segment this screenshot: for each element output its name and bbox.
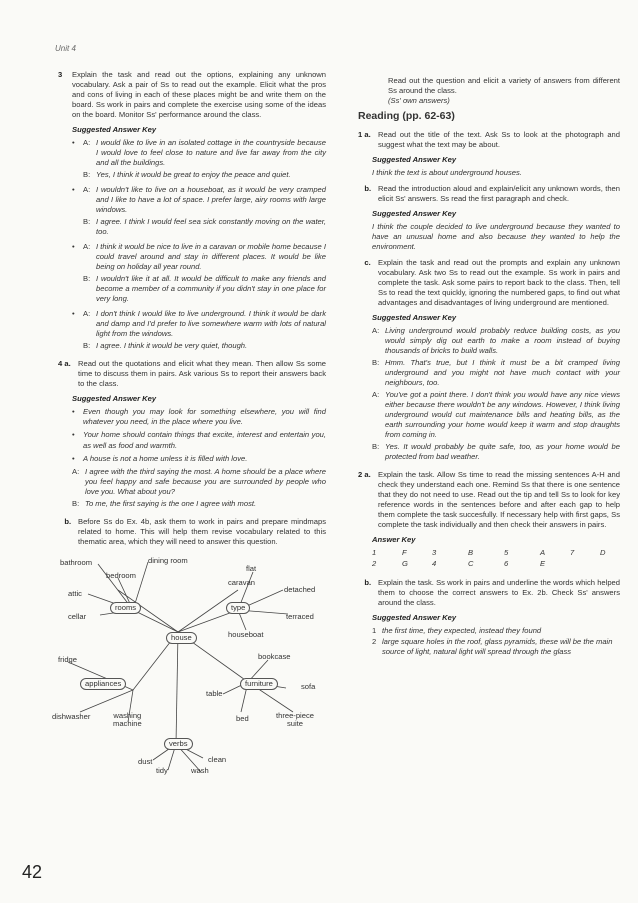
answer-text: I think the couple decided to live underground because they wanted to have an unusual home and also because they wanted to help the environment. (372, 222, 620, 252)
item-text: Before Ss do Ex. 4b, ask them to work in pairs and prepare mindmaps related to home. This will help them revise vocabulary related to this thematic area, which they will need to answer this question. (78, 516, 326, 546)
dialog-line: B: Hmm. That's true, but I think it must be a bit cramped living underground and you might not have much contact with your neighbours, too. (372, 358, 620, 388)
quote-bullet: • A house is not a home unless it is filled with love. (72, 453, 248, 463)
dialog-line: B: Yes. It would probably be quite safe, too, as your home would be protected from bad weather. (372, 442, 620, 462)
answer-key-heading: Suggested Answer Key (372, 154, 457, 164)
mindmap-appliances: appliances (80, 678, 126, 690)
mindmap-bottom-row (58, 766, 326, 780)
item-letter: b. (64, 516, 72, 526)
answer-key-heading: Suggested Answer Key (72, 394, 157, 404)
mindmap-clean: clean (208, 754, 227, 764)
dialog-line: I think it would be nice to live in a caravan or mobile home because I could travel around and stay in different places. It would be like being on holiday all year round. (96, 242, 326, 272)
dialog-line: Yes, I think it would be great to enjoy the peace and quiet. (96, 170, 291, 180)
mindmap-washing-machine: washing machine (113, 710, 142, 729)
mindmap-tidy: tidy (156, 765, 168, 775)
mindmap-bedroom: bedroom (106, 570, 136, 580)
mindmap-caravan: caravan (228, 577, 256, 587)
answer-key-heading: Suggested Answer Key (372, 612, 457, 622)
item-3 (58, 70, 326, 120)
quote-bullet: • Your home should contain things that excite, interest and entertain you, as well as food and warmth. (72, 430, 326, 450)
mindmap-house: house (166, 632, 197, 644)
dialog-b: B: To me, the first saying is the one I agree with most. (72, 498, 257, 508)
item-letter: b. (364, 183, 372, 193)
mindmap-verbs: verbs (164, 738, 193, 750)
dialog-line: I wouldn't like it at all. It would be difficult to make any friends and become a member of a community if you didn't stay in one place for very long. (96, 274, 326, 304)
mindmap-table: table (206, 688, 223, 698)
mindmap-rooms: rooms (110, 602, 141, 614)
dialog-bullet: • A: I don't think I would like to live underground. I think it would be dark and damp and I'd prefer to live somewhere warm with lots of natural light from the windows. B: I agree. I think it would be very quiet, though. (72, 309, 326, 351)
answer-key-heading: Suggested Answer Key (72, 125, 157, 135)
dialog-a: A: I agree with the third saying the most. A home should be a place where you feel happy and safe because you are surrounded by people who love you. What about you? (72, 466, 326, 496)
answer-line: 1 the first time, they expected, instead they found (372, 625, 542, 635)
answer-key-heading: Suggested Answer Key (372, 313, 457, 323)
item-2b: b. Explain the task. Ss work in pairs and underline the words which helped them to choose the correct answers to Ex. 2b. Check Ss' answers around the class. (358, 578, 620, 608)
home-mindmap (52, 552, 328, 772)
mindmap-cellar: cellar (68, 611, 87, 621)
mindmap-type: type (226, 602, 250, 614)
section-heading: Reading (pp. 62-63) (358, 110, 455, 123)
mindmap-dishwasher: dishwasher (52, 711, 91, 721)
item-number: 3 (58, 70, 63, 79)
item-1c: c. Explain the task and read out the prompts and explain any unknown vocabulary. Ask two Ss to read out the example. Ss work in pairs and complete the task. Ask some pairs to report back to the class. Then, tell Ss to read the text quickly, ignoring the numbered gaps, to find out what advantages and disadvantages of living underground are mentioned. (358, 258, 620, 308)
answer-text: I think the text is about underground houses. (372, 167, 522, 177)
answer-key-heading: Suggested Answer Key (372, 209, 457, 218)
dialog-line: A: Living underground would probably reduce building costs, as you would simply dig out earth to make a room instead of buying thousands of bricks to build walls. (372, 326, 620, 356)
item-text: Read out the quotations and elicit what they mean. Then allow Ss some time to discuss them in pairs. Ask various Ss to report their answers back to the class. (78, 359, 326, 389)
item-1a: 1 a. Read out the title of the text. Ask Ss to look at the photograph and suggest what the text may be about. (358, 129, 620, 149)
item-1b: b. Read the introduction aloud and explain/elicit any unknown words, then elicit Ss' answers. Ss read the first paragraph and check. (358, 184, 620, 204)
item-letter: b. (364, 577, 372, 587)
mindmap-wash: wash (191, 765, 209, 775)
mindmap-fridge: fridge (58, 654, 77, 664)
item-number: 4 a. (58, 359, 71, 369)
mindmap-dust: dust (138, 756, 153, 766)
mindmap-sofa: sofa (301, 681, 316, 691)
dialog-bullet: • A: I would like to live in an isolated cottage in the countryside because I would love to feel close to nature and live far away from the city and all the buildings. B: Yes, I think it would be great to enjoy the peace and quiet. (72, 138, 326, 180)
item-2a: 2 a. Explain the task. Allow Ss time to read the missing sentences A-H and check they understand each one. Remind Ss that there is one sentence that they do not need to use. Read out the tip and tell Ss to look for key reference words in the sentences before and after each gap to help them complete the task succesfully. If necessary help with first gaps, Ss complete the task individually and then check their answers in pairs. (358, 470, 620, 530)
answer-key-heading: Answer Key (372, 535, 416, 545)
quote-bullet: • Even though you may look for something elsewhere, you will find whatever you need, in the place where you live. (72, 407, 326, 427)
intro-text: Read out the question and elicit a variety of answers from different Ss around the class. (388, 76, 620, 96)
item-number: 2 a. (358, 470, 371, 480)
dialog-line: I wouldn't like to live on a houseboat, as it would be very cramped and I like to have a lot of space. I prefer large, airy rooms with large windows. (96, 185, 326, 215)
mindmap-detached: detached (284, 584, 316, 594)
dialog-line: I would like to live in an isolated cottage in the countryside because I would love to feel close to nature and live far away from the city and all the buildings. (96, 138, 326, 168)
page-number: 42 (22, 862, 43, 882)
answer-grid: 1 F 3 B 5 A 7 D 2 G 4 C 6 E (372, 548, 606, 569)
answer-line: 2 large square holes in the roof, glass pyramids, these will be the main source of light, natural light will spread through the glass (372, 636, 613, 656)
mindmap-furniture: furniture (240, 678, 278, 690)
dialog-bullet: • A: I wouldn't like to live on a houseboat, as it would be very cramped and I like to have a lot of space. I prefer large, airy rooms with large windows. B: I agree. I think I would feel sea sick constantly moving on the water, too. (72, 185, 326, 237)
intro-answer: (Ss' own answers) (388, 96, 450, 106)
dialog-line: I agree. I think I would feel sea sick constantly moving on the water, too. (96, 217, 326, 237)
right-column (358, 76, 620, 658)
dialog-line: A: You've got a point there. I don't think you would have any nice views either because there wouldn't be any windows. However, I think living underground would cut maintenance bills and heating bills, as the earth surrounding your home would keep it warm and stop draughts from coming in. (372, 390, 620, 440)
item-4b (58, 517, 326, 547)
mindmap-three-piece-suite: three-piece suite (276, 710, 314, 729)
dialog-line: I agree. I think it would be very quiet, though. (96, 341, 248, 351)
dialog-bullet: • A: I think it would be nice to live in a caravan or mobile home because I could travel around and stay in different places. It would be like being on holiday all year round. B: I wouldn't like it at all. It would be difficult to make any friends and become a member of a community if you didn't stay in one place for very long. (72, 242, 326, 304)
mindmap-houseboat: houseboat (228, 629, 264, 639)
mindmap-attic: attic (68, 588, 82, 598)
mindmap-dining-room: dining room (148, 555, 188, 565)
left-column (52, 70, 326, 780)
dialog-line: I don't think I would like to live underground. I think it would be dark and damp and I'd prefer to live somewhere warm with lots of natural light from the windows. (96, 309, 326, 339)
mindmap-bookcase: bookcase (258, 651, 291, 661)
item-letter: c. (364, 258, 371, 268)
mindmap-bed: bed (236, 713, 249, 723)
unit-header: Unit 4 (55, 44, 76, 53)
item-number: 1 a. (358, 129, 371, 139)
item-text: Explain the task and read out the options, explaining any unknown vocabulary. Ask a pair of Ss to read out the example. Elicit what the pros and cons of living in each of these places might be and write them on the board. Ss work in pairs and complete the exercise using some of the ideas on the board. Monitor Ss' performance around the class. (72, 70, 326, 120)
item-4a (58, 359, 326, 389)
mindmap-terraced: terraced (286, 611, 314, 621)
mindmap-flat: flat (246, 563, 257, 573)
mindmap-bathroom: bathroom (60, 557, 93, 567)
